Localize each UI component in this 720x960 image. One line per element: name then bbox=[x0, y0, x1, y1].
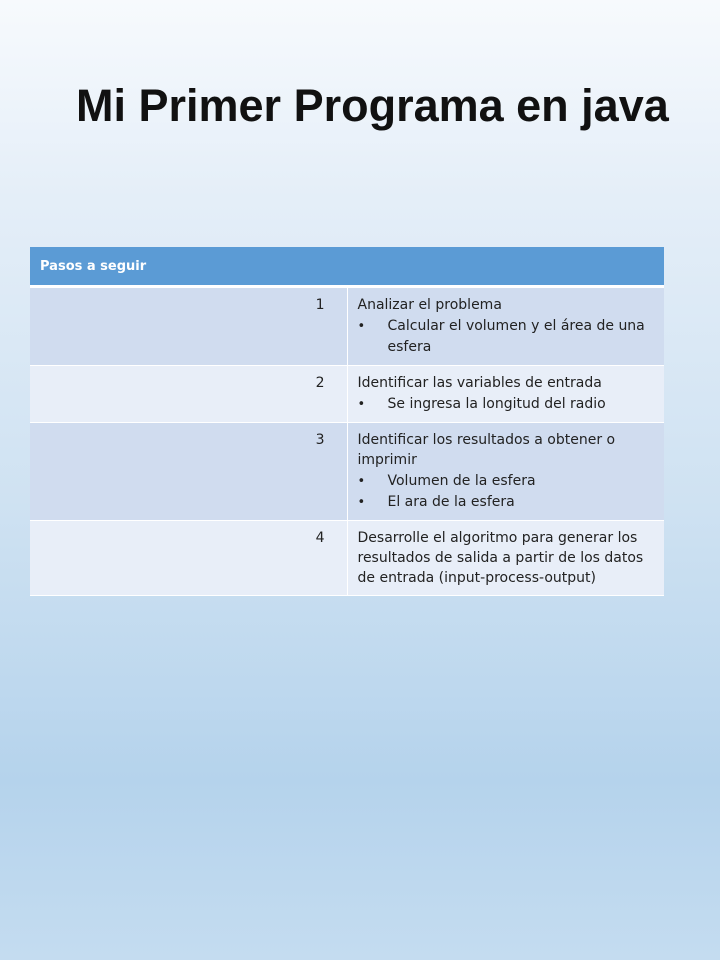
bullet-item bbox=[358, 471, 655, 492]
step-bullet-list bbox=[358, 316, 655, 358]
step-number: 2 bbox=[30, 366, 347, 423]
bullet-text: Volumen de la esfera bbox=[387, 473, 536, 489]
bullet-text: Calcular el volumen y el área de una esfera bbox=[387, 318, 645, 355]
step-description-cell bbox=[347, 287, 664, 366]
step-text: Analizar el problema bbox=[357, 297, 502, 313]
step-description-cell bbox=[347, 366, 664, 423]
step-description-cell bbox=[347, 521, 664, 596]
table-row bbox=[30, 287, 664, 366]
step-text: Identificar las variables de entrada bbox=[357, 375, 602, 391]
step-description-cell bbox=[347, 423, 664, 521]
bullet-text: Se ingresa la longitud del radio bbox=[387, 396, 606, 412]
bullet-text: El ara de la esfera bbox=[387, 494, 515, 510]
bullet-icon: • bbox=[357, 397, 366, 412]
table-row bbox=[30, 423, 664, 521]
table-row bbox=[30, 366, 664, 423]
step-number: 1 bbox=[30, 287, 347, 366]
step-bullet-list bbox=[358, 471, 655, 513]
table-header-row bbox=[30, 247, 664, 287]
bullet-icon: • bbox=[357, 319, 366, 334]
bullet-item bbox=[358, 316, 655, 358]
slide-title: Mi Primer Programa en java bbox=[76, 80, 669, 131]
bullet-icon: • bbox=[357, 495, 366, 510]
step-text: Desarrolle el algoritmo para generar los resultados de salida a partir de los datos de entrada (input-process-output) bbox=[357, 530, 644, 586]
step-number: 4 bbox=[30, 521, 347, 596]
steps-table bbox=[30, 247, 664, 596]
bullet-item bbox=[358, 394, 655, 415]
step-number: 3 bbox=[30, 423, 347, 521]
table-header: Pasos a seguir bbox=[30, 247, 664, 287]
step-bullet-list bbox=[358, 394, 655, 415]
table-row bbox=[30, 521, 664, 596]
bullet-item bbox=[358, 492, 655, 513]
bullet-icon: • bbox=[357, 474, 366, 489]
step-text: Identificar los resultados a obtener o imprimir bbox=[357, 432, 616, 468]
